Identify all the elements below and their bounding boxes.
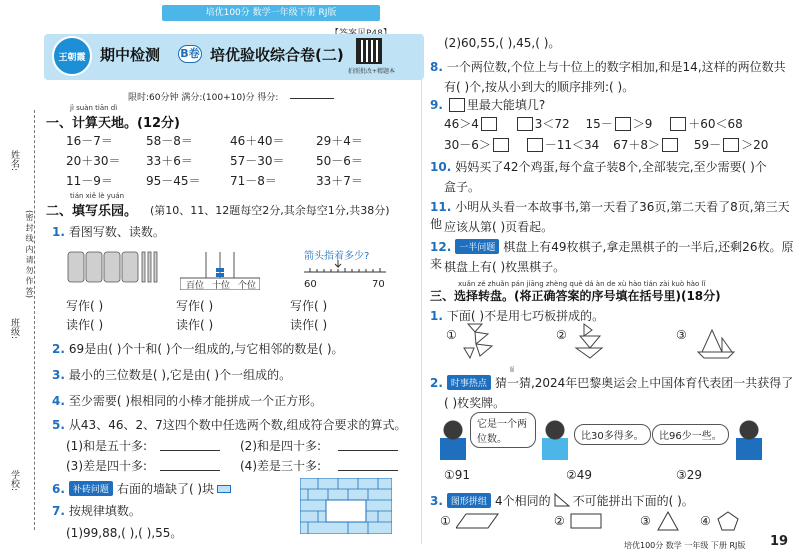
sec1-pinyin: jì suàn tiān dì (70, 104, 118, 112)
qr-label: 拍照批改+精题本 (348, 68, 396, 75)
calc-item[interactable]: 20＋30＝ (66, 154, 121, 168)
q2-text: 2. 69是由( )个十和( )个一组成的,与它相邻的数是( )。 (52, 342, 344, 356)
q9-row2: 30－6＞ －11＜34 67＋8＞ 59－ ＞20 (444, 138, 769, 152)
class-field-label: 班级: (9, 318, 19, 340)
calc-item[interactable]: 11－9＝ (66, 174, 113, 188)
c2-text: 2. 时事热点 猜一猜,2024年巴黎奥运会上中国体育代表团一共获得了 (430, 376, 794, 390)
axis-label-end: 70 (372, 279, 385, 290)
page-number: 19 (770, 534, 789, 549)
c3-text: 3. 图形拼组 4个相同的 不可能拼出下面的( )。 (430, 494, 694, 508)
q10-text: 10. 妈妈买了42个鸡蛋,每个盒子装8个,全部装完,至少需要( )个 (430, 160, 767, 174)
q9-box[interactable] (481, 117, 497, 131)
q11-text-cont[interactable]: 应该从第( )页看起。 (444, 220, 554, 234)
c2-text-cont[interactable]: ( )枚奖牌。 (444, 396, 506, 410)
c1-option-3[interactable]: ③ (676, 328, 687, 342)
c2-option-1[interactable]: ①91 (444, 468, 471, 482)
sec2-pinyin: tián xiě lè yuán (70, 192, 125, 200)
abacus-label-ones: 个位 (237, 281, 256, 291)
c1-option-2[interactable]: ② (556, 328, 567, 342)
rectangle-shape (570, 512, 604, 530)
binding-line (34, 110, 35, 530)
sec3-pinyin: xuǎn zé zhuǎn pán jiāng zhèng què dá àn de xù hào tián zài kuò hào lǐ (458, 280, 706, 288)
write-blank-1[interactable]: 写作( ) (66, 299, 104, 313)
speech-bubble-1: 它是一个两位数。 (470, 412, 536, 448)
c3-option-3[interactable]: ③ (640, 514, 651, 528)
c3-option-2[interactable]: ② (554, 514, 565, 528)
stick-bundles-illustration (66, 248, 166, 286)
q5-part1: (1)和是五十多: (66, 439, 148, 453)
sec1-title: 一、计算天地。(12分) (46, 116, 180, 131)
write-blank-2[interactable]: 写作( ) (176, 299, 214, 313)
calc-item[interactable]: 33＋6＝ (146, 154, 193, 168)
q9-box[interactable] (662, 138, 678, 152)
q9-box[interactable] (493, 138, 509, 152)
school-field-label: 学校: (9, 470, 19, 492)
q9-box[interactable] (615, 117, 631, 131)
q12-text: 12. 一半问题 棋盘上有49枚棋子,拿走黑棋子的一半后,还剩26枚。原来 (430, 240, 794, 271)
calc-item[interactable]: 95－45＝ (146, 174, 201, 188)
q9-box[interactable] (670, 117, 686, 131)
q8-text-cont[interactable]: 有( )个,按从小到大的顺序排列:( )。 (444, 80, 635, 94)
sec2-title: 二、填写乐园。 (46, 204, 138, 219)
number-line-illustration (300, 258, 390, 280)
speech-bubble-2: 比30多得多。 (574, 424, 651, 445)
abacus-label-tens: 十位 (211, 281, 230, 291)
q5-blank-2[interactable] (338, 450, 398, 451)
calc-item[interactable]: 71－8＝ (230, 174, 277, 188)
top-banner: 培优100分 数学一年级下册 RJ版 (162, 5, 380, 21)
q9-row1: 46＞4 3＜72 15－ ＞9 ＋60＜68 (444, 117, 743, 131)
q5-part4: (4)差是三十多: (240, 459, 322, 473)
exam-subtitle: 培优验收综合卷(二) (210, 46, 344, 64)
pentagon-shape (716, 510, 740, 532)
q9-box[interactable] (527, 138, 543, 152)
calc-item[interactable]: 46＋40＝ (230, 134, 285, 148)
footer-text: 培优100分 数学 一年级 下册 RJ版 (624, 541, 746, 550)
q4-text: 4. 至少需要( )根相同的小棒才能拼成一个正方形。 (52, 394, 323, 408)
read-blank-1[interactable]: 读作( ) (66, 318, 104, 332)
write-blank-3[interactable]: 写作( ) (290, 299, 328, 313)
c3-option-4[interactable]: ④ (700, 514, 711, 528)
read-blank-2[interactable]: 读作( ) (176, 318, 214, 332)
calc-item[interactable]: 16－7＝ (66, 134, 113, 148)
triangle-icon (554, 493, 570, 507)
q3-text: 3. 最小的三位数是( ),它是由( )个一组成的。 (52, 368, 292, 382)
q5-part2: (2)和是四十多: (240, 439, 322, 453)
child-figure-2 (542, 420, 568, 460)
tangram-figure-3 (694, 326, 738, 360)
child-figure-3 (736, 420, 762, 460)
c1-option-1[interactable]: ① (446, 328, 457, 342)
sec2-note: (第10、11、12题每空2分,其余每空1分,共38分) (150, 204, 390, 217)
calc-item[interactable]: 29＋4＝ (316, 134, 363, 148)
exam-meta: 限时:60分钟 满分:(100+10)分 得分: (128, 93, 279, 103)
qr-code-icon[interactable] (356, 38, 382, 64)
q11-text: 11. 小明从头看一本故事书,第一天看了36页,第二天看了8页,第三天他 (430, 200, 790, 231)
parallelogram-shape (456, 512, 500, 530)
sec3-title: 三、选择转盘。(将正确答案的序号填在括号里)(18分) (430, 289, 721, 303)
q10-text-cont: 盒子。 (444, 180, 481, 194)
c3-option-1[interactable]: ① (440, 514, 451, 528)
calc-item[interactable]: 57－30＝ (230, 154, 285, 168)
calc-item[interactable]: 33＋7＝ (316, 174, 363, 188)
exam-title: 期中检测 (100, 46, 161, 64)
arrow-question: 箭头指着多少? (304, 251, 370, 262)
brick-wall-illustration (300, 478, 392, 534)
q5-blank-3[interactable] (160, 470, 220, 471)
abacus-label-hundreds: 百位 (185, 281, 204, 291)
q5-text: 5. 从43、46、2、7这四个数中任选两个数,组成符合要求的算式。 (52, 418, 407, 432)
q5-blank-1[interactable] (160, 450, 220, 451)
brand-logo: 王朝霞 (52, 36, 92, 76)
q12-text-cont[interactable]: 棋盘上有( )枚黑棋子。 (444, 260, 566, 274)
axis-label-start: 60 (304, 279, 317, 290)
q7-part2[interactable]: (2)60,55,( ),45,( )。 (444, 36, 561, 50)
q5-part3: (3)差是四十多: (66, 459, 148, 473)
q8-text: 8. 一个两位数,个位上与十位上的数字相加,和是14,这样的两位数共 (430, 60, 786, 74)
seal-notice: (密 封 线 内 请 勿 作 答) (25, 210, 34, 299)
q5-blank-4[interactable] (338, 470, 398, 471)
read-blank-3[interactable]: 读作( ) (290, 318, 328, 332)
c2-option-2[interactable]: ②49 (566, 468, 593, 482)
c2-pinyin: lí (510, 366, 514, 374)
q6-text: 6. 补砖问题 右面的墙缺了( )块 (52, 480, 231, 497)
q9-box[interactable] (517, 117, 533, 131)
q1-text: 1. 看图写数、读数。 (52, 225, 165, 239)
speech-bubble-3: 比96少一些。 (652, 424, 729, 445)
q7-text: 7. 按规律填数。 (52, 504, 141, 518)
child-figure-1 (440, 420, 466, 460)
column-divider (421, 34, 422, 544)
abacus-labels (182, 278, 260, 291)
calc-item[interactable]: 58－8＝ (146, 134, 193, 148)
triangle-shape (656, 510, 680, 532)
q9-box[interactable] (723, 138, 739, 152)
score-blank[interactable] (290, 98, 334, 99)
calc-item[interactable]: 50－6＝ (316, 154, 363, 168)
tangram-figure-2 (572, 322, 608, 362)
name-field-label: 姓名: (9, 150, 19, 172)
c1-text: 1. 下面( )不是用七巧板拼成的。 (430, 309, 605, 323)
c2-option-3[interactable]: ③29 (676, 468, 703, 482)
tangram-figure-1 (462, 322, 498, 362)
q7-part1[interactable]: (1)99,88,( ),( ),55。 (66, 526, 183, 540)
paper-badge: B卷 (178, 45, 202, 63)
q9-text: 9. 里最大能填几? (430, 98, 546, 112)
